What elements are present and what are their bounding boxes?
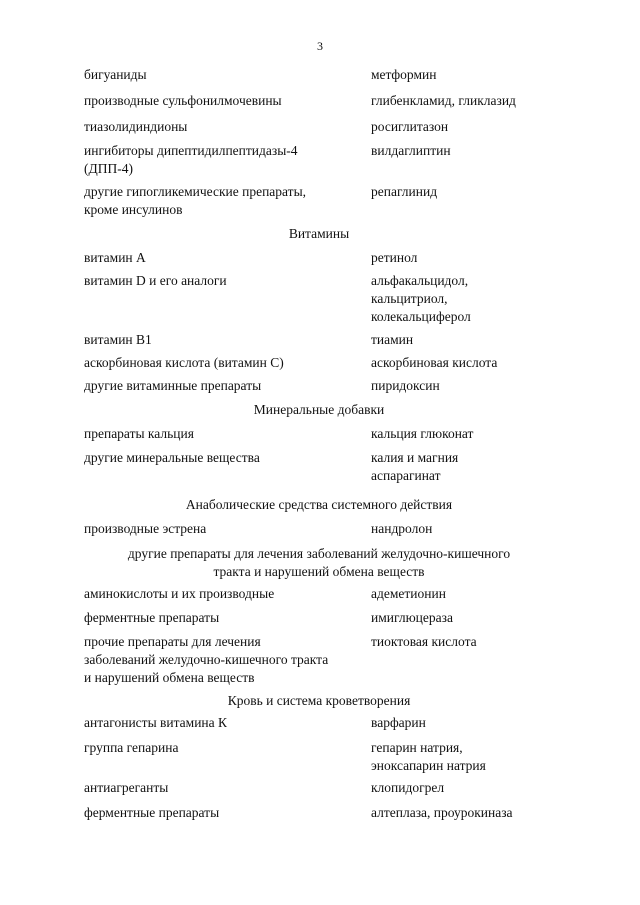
drug-name-line: алтеплаза, проурокиназа	[371, 805, 513, 820]
drug-group-line: витамин D и его аналоги	[84, 273, 227, 288]
drug-group	[84, 249, 364, 267]
drug-group	[84, 585, 364, 603]
drug-group-line: аминокислоты и их производные	[84, 586, 275, 601]
drug-group-line: ингибиторы дипептидилпептидазы-4	[84, 143, 298, 158]
section-title-line: Минеральные добавки	[253, 402, 385, 417]
drug-name-line: тиоктовая кислота	[371, 634, 477, 649]
drug-name-line: глибенкламид, гликлазид	[371, 93, 516, 108]
drug-group	[84, 633, 364, 687]
drug-name-line: альфакальцидол,	[371, 273, 469, 288]
drug-name	[371, 739, 571, 775]
drug-group	[84, 118, 364, 136]
drug-group	[84, 331, 364, 349]
drug-group-line: другие гипогликемические препараты,	[84, 184, 307, 199]
drug-name-line: имиглюцераза	[371, 610, 453, 625]
drug-group	[84, 272, 364, 290]
drug-name-line: варфарин	[371, 715, 426, 730]
drug-name-line: аскорбиновая кислота	[371, 355, 498, 370]
drug-group-line: производные сульфонилмочевины	[84, 93, 282, 108]
section-title	[84, 401, 554, 419]
section-title-line: Анаболические средства системного действия	[185, 497, 453, 512]
page-number: 3	[317, 39, 323, 53]
drug-group	[84, 425, 364, 443]
section-title	[84, 692, 554, 710]
drug-name	[371, 249, 571, 267]
drug-name-line: ретинол	[371, 250, 418, 265]
drug-group-line: ферментные препараты	[84, 805, 220, 820]
drug-name-line: кальция глюконат	[371, 426, 474, 441]
drug-group-line: кроме инсулинов	[84, 202, 183, 217]
drug-name	[371, 425, 571, 443]
drug-group-line: витамин B1	[84, 332, 152, 347]
drug-group-line: тиазолидиндионы	[84, 119, 188, 134]
drug-group-line: другие минеральные вещества	[84, 450, 260, 465]
drug-group	[84, 142, 364, 178]
drug-group-line: антагонисты витамина К	[84, 715, 228, 730]
drug-group-line: группа гепарина	[84, 740, 179, 755]
drug-group-line: бигуаниды	[84, 67, 147, 82]
drug-group-line: другие витаминные препараты	[84, 378, 262, 393]
drug-group-line: витамин А	[84, 250, 146, 265]
drug-group	[84, 183, 364, 219]
drug-name-line: кальцитриол,	[371, 291, 448, 306]
drug-group-line: прочие препараты для лечения	[84, 634, 261, 649]
drug-name	[371, 714, 571, 732]
drug-group	[84, 520, 364, 538]
drug-name-line: метформин	[371, 67, 437, 82]
drug-name-line: росиглитазон	[371, 119, 449, 134]
section-title-line: другие препараты для лечения заболеваний желудочно-кишечного	[127, 546, 511, 561]
section-title	[84, 496, 554, 514]
drug-name	[371, 449, 571, 485]
drug-name-line: гепарин натрия,	[371, 740, 463, 755]
drug-group-line: заболеваний желудочно-кишечного тракта	[84, 652, 329, 667]
section-title-line: тракта и нарушений обмена веществ	[213, 564, 425, 579]
drug-name	[371, 520, 571, 538]
drug-group-line: препараты кальция	[84, 426, 194, 441]
section-title	[84, 545, 554, 581]
drug-name	[371, 633, 571, 651]
drug-name-line: нандролон	[371, 521, 433, 536]
drug-name-line: клопидогрел	[371, 780, 445, 795]
drug-group	[84, 354, 364, 372]
drug-name-line: аспарагинат	[371, 468, 441, 483]
drug-name	[371, 609, 571, 627]
section-title	[84, 225, 554, 243]
drug-name	[371, 331, 571, 349]
drug-name	[371, 142, 571, 160]
drug-name-line: колекальциферол	[371, 309, 471, 324]
drug-group	[84, 779, 364, 797]
drug-group-line: антиагреганты	[84, 780, 169, 795]
drug-name	[371, 804, 571, 822]
drug-name-line: тиамин	[371, 332, 414, 347]
drug-group	[84, 714, 364, 732]
section-title-line: Кровь и система кроветворения	[227, 693, 411, 708]
drug-name	[371, 92, 571, 110]
drug-group	[84, 66, 364, 84]
drug-name-line: адеметионин	[371, 586, 446, 601]
drug-name	[371, 585, 571, 603]
drug-name	[371, 272, 571, 326]
drug-group	[84, 739, 364, 757]
section-title-line: Витамины	[288, 226, 350, 241]
drug-group-line: и нарушений обмена веществ	[84, 670, 255, 685]
drug-group	[84, 377, 364, 395]
drug-name	[371, 354, 571, 372]
drug-name-line: вилдаглиптин	[371, 143, 451, 158]
drug-group-line: (ДПП-4)	[84, 161, 133, 176]
drug-group-line: аскорбиновая кислота (витамин С)	[84, 355, 284, 370]
drug-name-line: калия и магния	[371, 450, 459, 465]
drug-group	[84, 804, 364, 822]
drug-group	[84, 609, 364, 627]
drug-name-line: эноксапарин натрия	[371, 758, 486, 773]
drug-name	[371, 66, 571, 84]
drug-name	[371, 118, 571, 136]
drug-name-line: пиридоксин	[371, 378, 440, 393]
drug-name	[371, 779, 571, 797]
drug-group-line: производные эстрена	[84, 521, 207, 536]
drug-name-line: репаглинид	[371, 184, 438, 199]
drug-group-line: ферментные препараты	[84, 610, 220, 625]
drug-name	[371, 183, 571, 201]
drug-group	[84, 449, 364, 467]
drug-name	[371, 377, 571, 395]
drug-group	[84, 92, 364, 110]
